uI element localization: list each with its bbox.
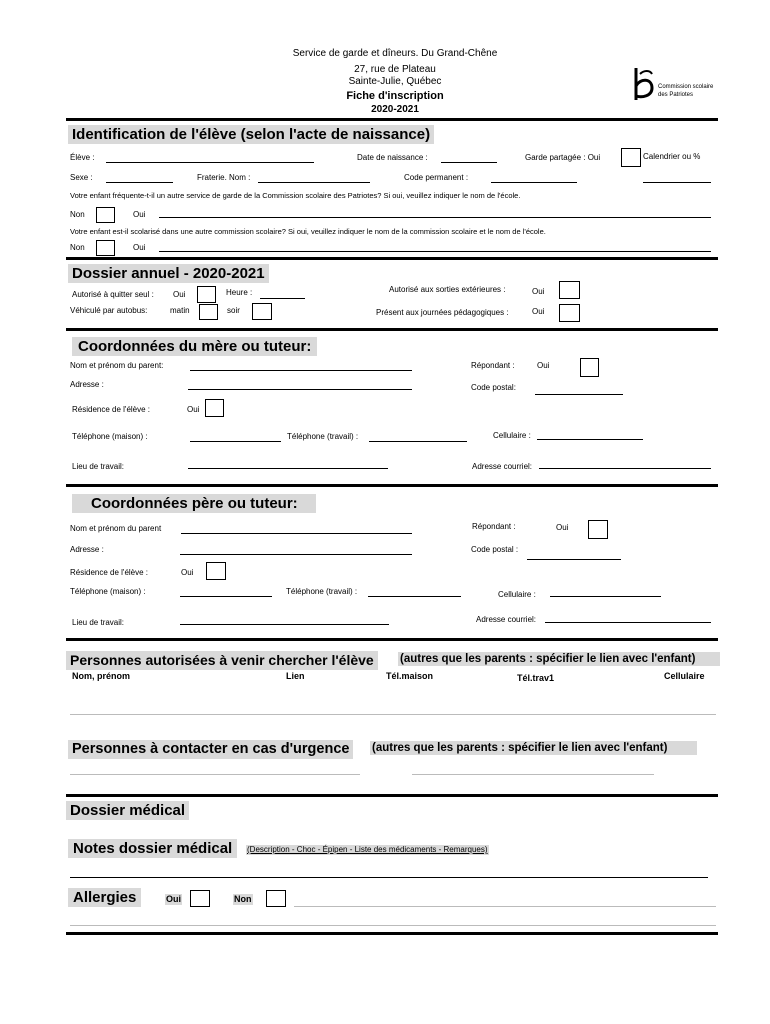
section-pere-title: Coordonnées père ou tuteur:: [72, 494, 316, 513]
sexe-field[interactable]: [106, 182, 173, 183]
garde-partagee-checkbox[interactable]: [621, 148, 641, 167]
fraterie-label: Fraterie. Nom :: [197, 173, 251, 182]
sorties-checkbox[interactable]: [559, 281, 580, 299]
notes-medical-desc: (Description - Choc - Épipen - Liste des médicaments - Remarques): [247, 845, 488, 854]
pere-repondant-checkbox[interactable]: [588, 520, 608, 539]
non2-label: Non: [70, 243, 85, 252]
mere-nom-label: Nom et prénom du parent:: [70, 361, 164, 370]
rule-mere: [66, 328, 718, 331]
mere-residence-label: Résidence de l'élève :: [72, 405, 151, 414]
eleve-label: Élève :: [70, 153, 95, 162]
mere-residence-oui-label: Oui: [187, 405, 200, 414]
rule-pere: [66, 484, 718, 487]
section-autorisees-title: Personnes autorisées à venir chercher l'élève: [66, 651, 378, 670]
pere-lieu-travail-field[interactable]: [180, 624, 389, 625]
pere-nom-label: Nom et prénom du parent: [70, 524, 162, 533]
pere-courriel-field[interactable]: [545, 622, 711, 623]
mere-cellulaire-label: Cellulaire :: [493, 431, 531, 440]
journees-checkbox[interactable]: [559, 304, 580, 322]
mere-code-postal-field[interactable]: [535, 394, 623, 395]
urgence-note: (autres que les parents : spécifier le lien avec l'enfant): [370, 741, 697, 755]
garde-partagee-label: Garde partagée : Oui: [525, 153, 601, 162]
autorisees-row-line[interactable]: [70, 714, 716, 715]
non2-checkbox[interactable]: [96, 240, 115, 256]
oui-sorties-label: Oui: [532, 287, 545, 296]
soir-checkbox[interactable]: [252, 303, 272, 320]
matin-label: matin: [170, 306, 190, 315]
code-permanent-label: Code permanent :: [404, 173, 469, 182]
pere-residence-label: Résidence de l'élève :: [70, 568, 149, 577]
pere-tel-maison-label: Téléphone (maison) :: [70, 587, 146, 596]
section-dossier-annuel-title: Dossier annuel - 2020-2021: [68, 264, 269, 283]
rule-medical: [66, 794, 718, 797]
pere-cellulaire-label: Cellulaire :: [498, 590, 536, 599]
section-mere-title: Coordonnées du mère ou tuteur:: [72, 337, 317, 356]
mere-repondant-oui-label: Oui: [537, 361, 550, 370]
header-line1: Service de garde et dîneurs. Du Grand-Chêne: [292, 48, 498, 59]
form-title: Fiche d'inscription: [346, 90, 444, 102]
logo-text-2: des Patriotes: [658, 92, 694, 98]
vehicule-label: Véhiculé par autobus:: [70, 306, 148, 315]
question-autre-service: Votre enfant fréquente-t-il un autre service de garde de la Commission scolaire des Patriotes? Si oui, veuillez indiquer le nom de l'école.: [70, 191, 521, 200]
mere-courriel-field[interactable]: [539, 468, 711, 469]
logo-mark-icon: [630, 66, 656, 102]
allergies-field-1[interactable]: [294, 906, 716, 907]
col-nom-prenom: Nom, prénom: [72, 671, 131, 681]
section-medical-title: Dossier médical: [66, 801, 189, 820]
allergies-oui-label: Oui: [166, 894, 181, 904]
ecole-field-1[interactable]: [159, 217, 711, 218]
pere-tel-travail-label: Téléphone (travail) :: [286, 587, 358, 596]
allergies-field-2[interactable]: [70, 925, 716, 926]
col-lien: Lien: [286, 671, 305, 681]
logo-text-1: Commission scolaire: [658, 84, 714, 90]
mere-adresse-label: Adresse :: [70, 380, 104, 389]
sexe-label: Sexe :: [70, 173, 93, 182]
pere-lieu-travail-label: Lieu de travail:: [72, 618, 125, 627]
notes-medical-title: Notes dossier médical: [68, 839, 237, 858]
heure-label: Heure :: [226, 288, 253, 297]
matin-checkbox[interactable]: [199, 304, 218, 320]
fraterie-field[interactable]: [258, 182, 370, 183]
heure-field[interactable]: [260, 298, 305, 299]
mere-residence-checkbox[interactable]: [205, 399, 224, 417]
oui-quitter-label: Oui: [173, 290, 186, 299]
sorties-label: Autorisé aux sorties extérieures :: [389, 285, 506, 294]
pere-adresse-field[interactable]: [180, 554, 412, 555]
oui-journees-label: Oui: [532, 307, 545, 316]
header-line3: Sainte-Julie, Québec: [348, 76, 442, 87]
urgence-field-1[interactable]: [70, 774, 360, 775]
col-cellulaire: Cellulaire: [664, 671, 705, 681]
section-identification-title: Identification de l'élève (selon l'acte de naissance): [68, 125, 434, 144]
mere-code-postal-label: Code postal:: [471, 383, 516, 392]
top-rule: [66, 118, 718, 121]
pere-tel-maison-field[interactable]: [180, 596, 272, 597]
pere-code-postal-field[interactable]: [527, 559, 621, 560]
mere-adresse-field[interactable]: [188, 389, 412, 390]
rule-dossier: [66, 257, 718, 260]
mere-cellulaire-field[interactable]: [537, 439, 643, 440]
question-autre-commission: Votre enfant est-il scolarisé dans une autre commission scolaire? Si oui, veuillez indiquer le nom de la commission scolaire et le nom de l'école.: [70, 227, 546, 236]
autorisees-note: (autres que les parents : spécifier le lien avec l'enfant): [398, 652, 720, 666]
allergies-non-label: Non: [234, 894, 252, 904]
journees-label: Présent aux journées pédagogiques :: [376, 308, 509, 317]
pere-adresse-label: Adresse :: [70, 545, 104, 554]
form-year: 2020-2021: [371, 104, 419, 115]
pere-code-postal-label: Code postal :: [471, 545, 519, 554]
logo: [630, 66, 730, 102]
pere-tel-travail-field[interactable]: [368, 596, 461, 597]
autorise-quitter-label: Autorisé à quitter seul :: [72, 290, 154, 299]
ecole-field-2[interactable]: [159, 251, 711, 252]
soir-label: soir: [227, 306, 240, 315]
non1-label: Non: [70, 210, 85, 219]
mere-courriel-label: Adresse courriel:: [472, 462, 533, 471]
pere-repondant-label: Répondant :: [472, 522, 516, 531]
section-urgence-title: Personnes à contacter en cas d'urgence: [68, 740, 353, 759]
calendrier-label: Calendrier ou %: [643, 152, 701, 161]
mere-nom-field[interactable]: [190, 370, 412, 371]
bottom-rule: [66, 932, 718, 935]
oui2-label: Oui: [133, 243, 146, 252]
non1-checkbox[interactable]: [96, 207, 115, 223]
code-permanent-field[interactable]: [491, 182, 577, 183]
allergies-non-checkbox[interactable]: [266, 890, 286, 907]
calendrier-field[interactable]: [643, 182, 711, 183]
mere-tel-maison-field[interactable]: [190, 441, 281, 442]
mere-repondant-checkbox[interactable]: [580, 358, 599, 377]
allergies-title: Allergies: [68, 888, 141, 907]
col-tel-maison: Tél.maison: [386, 671, 434, 681]
mere-lieu-travail-label: Lieu de travail:: [72, 462, 125, 471]
mere-tel-travail-label: Téléphone (travail) :: [287, 432, 359, 441]
col-tel-travail: Tél.trav1: [517, 673, 555, 683]
pere-residence-checkbox[interactable]: [206, 562, 226, 580]
pere-residence-oui-label: Oui: [181, 568, 194, 577]
pere-cellulaire-field[interactable]: [550, 596, 661, 597]
mere-tel-travail-field[interactable]: [369, 441, 467, 442]
quitter-seul-checkbox[interactable]: [197, 286, 216, 303]
rule-autorisees: [66, 638, 718, 641]
allergies-oui-checkbox[interactable]: [190, 890, 210, 907]
date-naissance-field[interactable]: [441, 162, 497, 163]
pere-repondant-oui-label: Oui: [556, 523, 569, 532]
pere-courriel-label: Adresse courriel:: [476, 615, 537, 624]
pere-nom-field[interactable]: [181, 533, 412, 534]
mere-tel-maison-label: Téléphone (maison) :: [72, 432, 148, 441]
eleve-field[interactable]: [106, 162, 314, 163]
header-line2: 27, rue de Plateau: [354, 64, 436, 75]
notes-medical-field[interactable]: [70, 877, 708, 878]
mere-lieu-travail-field[interactable]: [188, 468, 388, 469]
date-naissance-label: Date de naissance :: [357, 153, 428, 162]
mere-repondant-label: Répondant :: [471, 361, 515, 370]
urgence-field-2[interactable]: [412, 774, 654, 775]
oui1-label: Oui: [133, 210, 146, 219]
